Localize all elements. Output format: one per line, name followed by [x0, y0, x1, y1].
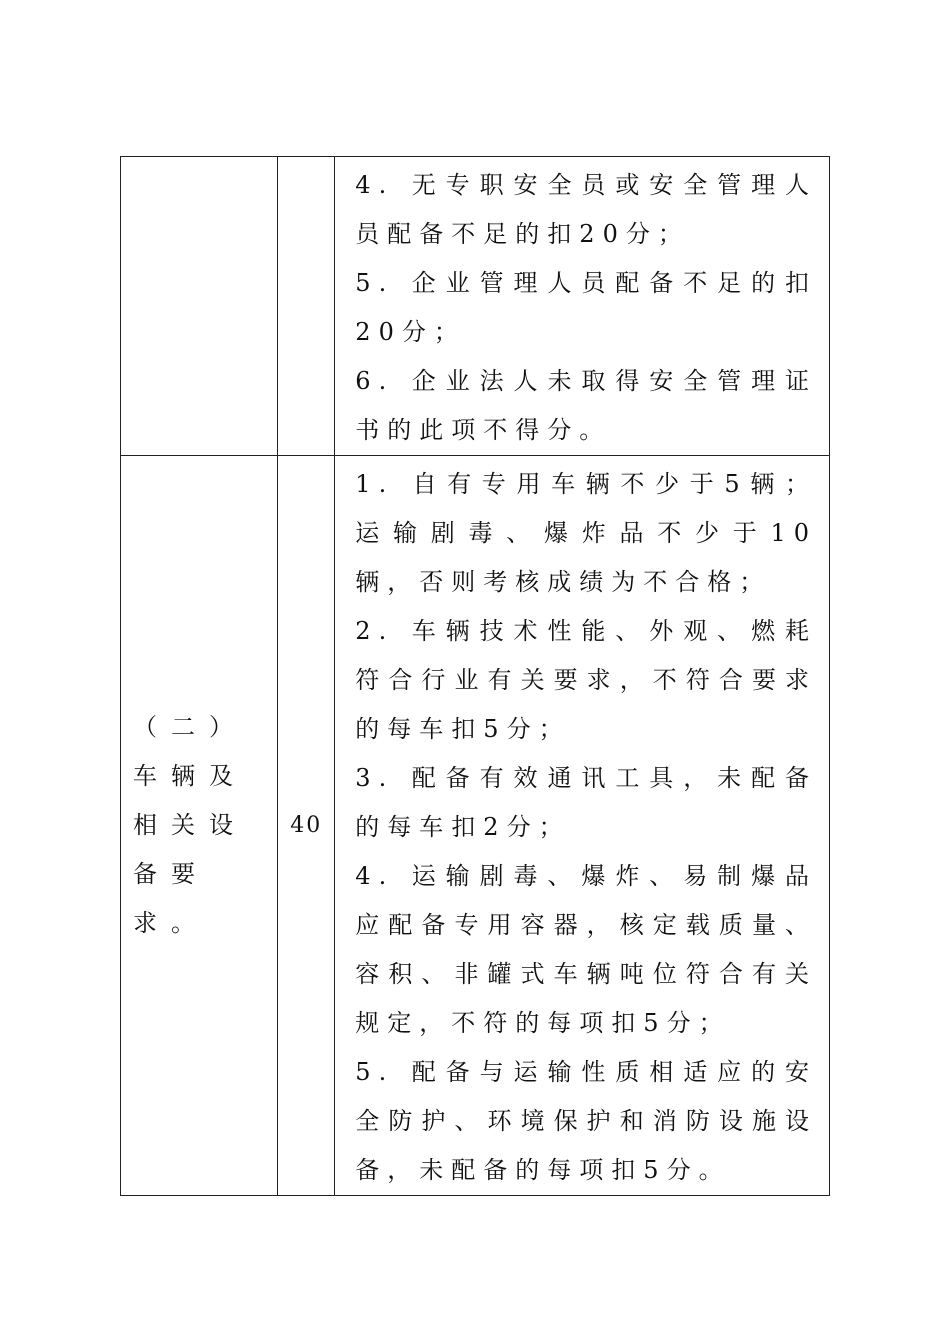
score-cell: [278, 456, 335, 1196]
criteria-item: 5. 企业管理人员配备不足的扣20分；: [355, 269, 817, 346]
table-row: [121, 456, 830, 1196]
criteria-item: 5. 配备与运输性质相适应的安全防护、环境保护和消防设施设备，未配备的每项扣5分。: [355, 1058, 817, 1184]
score-value: 40: [290, 813, 323, 838]
criteria-item: 6. 企业法人未取得安全管理证书的此项不得分。: [355, 367, 817, 444]
criteria-list: [335, 157, 829, 455]
criteria-item: 3. 配备有效通讯工具，未配备的每车扣2分；: [355, 764, 817, 841]
criteria-cell: [335, 157, 830, 456]
criteria-cell: [335, 456, 830, 1196]
criteria-item: 1. 自有专用车辆不少于5辆；运输剧毒、爆炸品不少于10辆，否则考核成绩为不合格；: [355, 470, 817, 596]
criteria-list: [335, 456, 829, 1195]
category-cell: [121, 456, 278, 1196]
category-label: （二）车辆及相关设备要求。: [133, 713, 247, 937]
criteria-item: 4. 运输剧毒、爆炸、易制爆品应配备专用容器，核定载质量、容积、非罐式车辆吨位符合有关规定，不符的每项扣5分；: [355, 862, 817, 1037]
criteria-item: 2. 车辆技术性能、外观、燃耗符合行业有关要求，不符合要求的每车扣5分；: [355, 617, 817, 743]
assessment-table: [120, 156, 830, 1196]
table-row: [121, 157, 830, 456]
category-cell: [121, 157, 278, 456]
criteria-item: 4. 无专职安全员或安全管理人员配备不足的扣20分；: [355, 171, 817, 248]
score-cell: [278, 157, 335, 456]
